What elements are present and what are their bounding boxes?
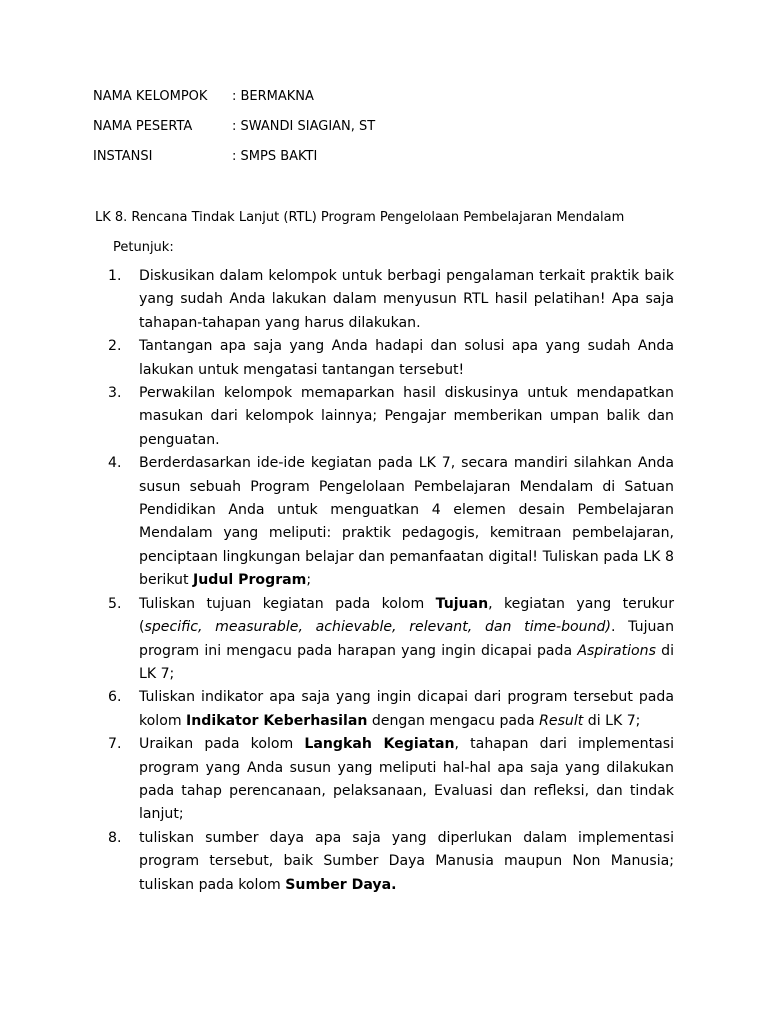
item-text-run: Perwakilan kelompok memaparkan hasil diskusinya untuk mendapatkan masukan dari kelompok lainnya; Pengajar memberikan umpan balik dan penguatan.: [139, 385, 674, 448]
institution-label: INSTANSI: [93, 149, 153, 164]
item-text-run: ;: [306, 572, 312, 589]
item-number: 5.: [108, 595, 122, 612]
item-number: 8.: [108, 829, 122, 846]
item-number: 1.: [108, 268, 122, 284]
item-text-run: di LK 7;: [139, 642, 675, 682]
item-number: 7.: [108, 736, 122, 753]
list-item: [108, 827, 674, 897]
objective-term: Tujuan: [435, 595, 489, 612]
item-number: 6.: [108, 689, 122, 706]
list-item: [108, 335, 674, 382]
item-text-run: , kegiatan yang terukur (: [139, 595, 675, 636]
list-item: [108, 265, 674, 335]
institution-row: [93, 148, 375, 178]
list-item: [108, 733, 674, 827]
list-item: [108, 452, 674, 592]
aspirations-term: Aspirations: [577, 642, 656, 659]
group-value: : BERMAKNA: [232, 89, 314, 104]
item-number: 3.: [108, 385, 122, 402]
item-text: [139, 827, 674, 897]
resources-term: Sumber Daya.: [285, 876, 397, 893]
item-text-run: di LK 7;: [583, 712, 641, 729]
item-text-run: Tantangan apa saja yang Anda hadapi dan solusi apa yang sudah Anda lakukan untuk mengatasi tantangan tersebut!: [139, 338, 674, 378]
item-number: 4.: [108, 455, 122, 472]
item-text: [139, 265, 674, 335]
item-text-run: tuliskan sumber daya apa saja yang diperlukan dalam implementasi program tersebut, baik Sumber Daya Manusia maupun Non Manusia; tuliskan pada kolom: [139, 829, 674, 893]
item-text: [139, 733, 674, 827]
item-number: 2.: [108, 338, 122, 355]
item-text: [139, 382, 674, 452]
instructions-label: Petunjuk:: [113, 240, 174, 255]
item-text: [139, 452, 674, 592]
item-text: [139, 686, 674, 733]
list-item: [108, 593, 674, 687]
item-text-run: Tuliskan tujuan kegiatan pada kolom: [139, 595, 436, 612]
group-label: NAMA KELOMPOK: [93, 89, 208, 104]
success-indicator-term: Indikator Keberhasilan: [186, 712, 368, 729]
item-text: [139, 593, 674, 687]
identity-block: [93, 88, 375, 178]
program-title-term: Judul Program: [193, 572, 307, 589]
group-row: [93, 88, 375, 118]
institution-value: : SMPS BAKTI: [232, 149, 318, 164]
instruction-list: [108, 265, 674, 897]
list-item: [108, 382, 674, 452]
item-text-run: Diskusikan dalam kelompok untuk berbagi pengalaman terkait praktik baik yang sudah Anda lakukan dalam menyusun RTL hasil pelatihan! Apa saja tahapan-tahapan yang harus dilakukan.: [139, 268, 674, 331]
item-text-run: Tuliskan indikator apa saja yang ingin dicapai dari program tersebut pada kolom: [139, 689, 674, 729]
worksheet-title: LK 8. Rencana Tindak Lanjut (RTL) Program Pengelolaan Pembelajaran Mendalam: [95, 210, 625, 225]
activity-steps-term: Langkah Kegiatan: [304, 736, 455, 753]
item-text-run: Berderdasarkan ide-ide kegiatan pada LK 7, secara mandiri silahkan Anda susun sebuah Program Pengelolaan Pembelajaran Mendalam di Satuan Pendidikan Anda untuk menguatkan 4 elemen desain Pembelajaran Mendalam yang meliputi: praktik pedagogis, kemitraan pembelajaran, penciptaan lingkungan belajar dan pemanfaatan digital! Tuliskan pada LK 8 berikut: [139, 455, 674, 589]
participant-label: NAMA PESERTA: [93, 119, 193, 134]
item-text-run: , tahapan dari implementasi program yang Anda susun yang meliputi hal-hal apa saja yang dilakukan pada tahap perencanaan, pelaksanaan, Evaluasi dan refleksi, dan tindak lanjut;: [139, 736, 674, 823]
result-term: Result: [539, 712, 584, 729]
list-item: [108, 686, 674, 733]
item-text: [139, 335, 674, 382]
participant-row: [93, 118, 375, 148]
smart-criteria: specific, measurable, achievable, relevant, dan time-bound): [144, 619, 611, 636]
item-text-run: Uraikan pada kolom: [139, 736, 305, 753]
participant-value: : SWANDI SIAGIAN, ST: [232, 119, 376, 134]
item-text-run: dengan mengacu pada: [367, 712, 540, 729]
item-text-run: . Tujuan program ini mengacu pada harapan yang ingin dicapai pada: [139, 619, 674, 659]
